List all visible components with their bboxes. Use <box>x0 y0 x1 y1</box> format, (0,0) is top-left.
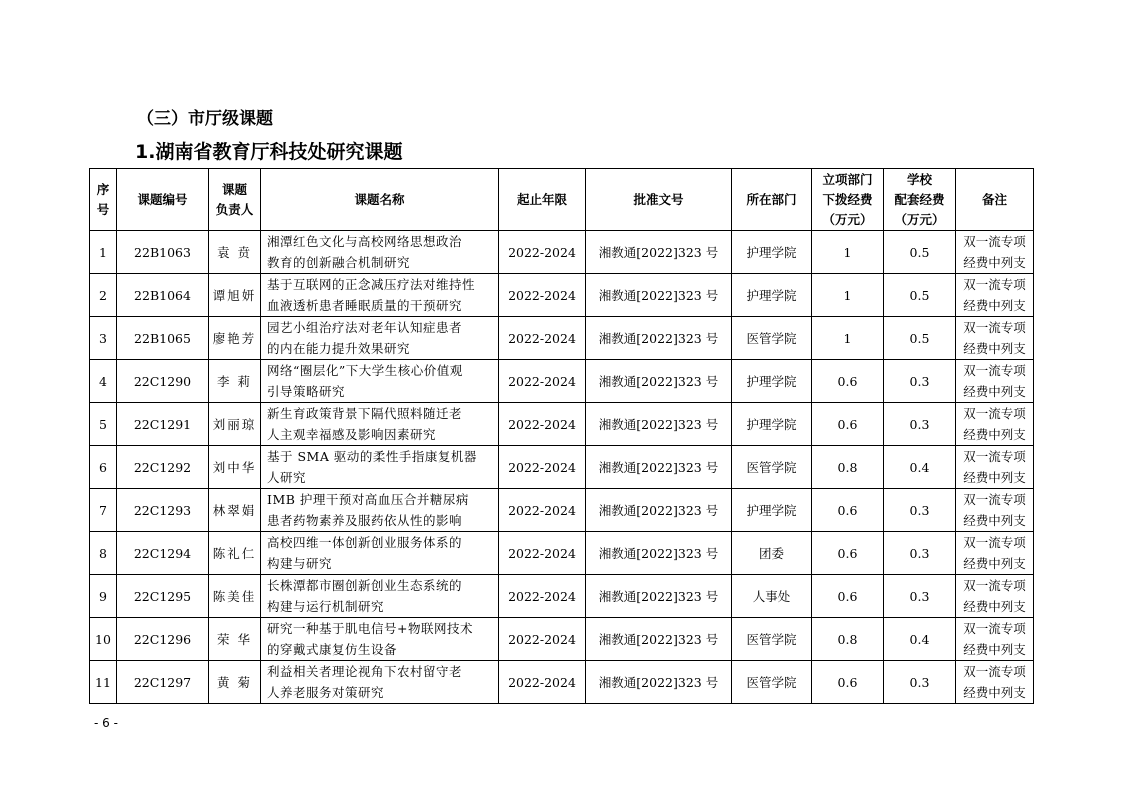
cell-code: 22C1297 <box>117 661 209 704</box>
cell-school-funding: 0.3 <box>884 575 956 618</box>
cell-no: 4 <box>90 360 117 403</box>
cell-title-line2: 构建与运行机制研究 <box>267 599 385 614</box>
cell-remark <box>956 489 1034 532</box>
table-row <box>90 661 1034 704</box>
cell-title-line2: 人研究 <box>267 470 307 485</box>
cell-remark <box>956 618 1034 661</box>
cell-school-funding: 0.3 <box>884 532 956 575</box>
cell-no: 10 <box>90 618 117 661</box>
cell-title-line1: 新生育政策背景下隔代照料随迁老 <box>267 406 463 421</box>
cell-remark-line2: 经费中列支 <box>963 341 1026 356</box>
cell-no: 2 <box>90 274 117 317</box>
cell-dept: 护理学院 <box>732 360 812 403</box>
cell-dept: 医管学院 <box>732 661 812 704</box>
header-period: 起止年限 <box>499 169 586 231</box>
cell-no: 3 <box>90 317 117 360</box>
cell-title-line2: 血液透析患者睡眠质量的干预研究 <box>267 298 463 313</box>
cell-remark-line1: 双一流专项 <box>963 535 1026 550</box>
cell-remark-line2: 经费中列支 <box>963 384 1026 399</box>
cell-school-funding: 0.5 <box>884 317 956 360</box>
cell-school-funding: 0.3 <box>884 489 956 532</box>
cell-title <box>261 575 499 618</box>
cell-remark-line2: 经费中列支 <box>963 556 1026 571</box>
header-funding <box>812 169 884 231</box>
cell-approval: 湘教通[2022]323 号 <box>586 489 732 532</box>
cell-remark-line1: 双一流专项 <box>963 621 1026 636</box>
cell-leader: 陈礼仁 <box>209 532 261 575</box>
cell-period: 2022-2024 <box>499 360 586 403</box>
cell-leader: 黄 菊 <box>209 661 261 704</box>
cell-no: 1 <box>90 231 117 274</box>
table-row <box>90 360 1034 403</box>
cell-leader: 荣 华 <box>209 618 261 661</box>
cell-period: 2022-2024 <box>499 317 586 360</box>
cell-title-line2: 教育的创新融合机制研究 <box>267 255 411 270</box>
header-funding-line1: 立项部门 <box>822 171 873 187</box>
cell-title-line1: 基于互联网的正念减压疗法对维持性 <box>267 277 476 292</box>
cell-period: 2022-2024 <box>499 403 586 446</box>
section-heading: （三）市厅级课题 <box>137 109 273 129</box>
cell-school-funding: 0.3 <box>884 360 956 403</box>
cell-code: 22C1293 <box>117 489 209 532</box>
cell-title-line2: 引导策略研究 <box>267 384 346 399</box>
cell-remark <box>956 317 1034 360</box>
cell-no: 11 <box>90 661 117 704</box>
cell-approval: 湘教通[2022]323 号 <box>586 274 732 317</box>
header-funding-line2: 下拨经费 <box>822 191 873 207</box>
cell-no: 5 <box>90 403 117 446</box>
cell-approval: 湘教通[2022]323 号 <box>586 360 732 403</box>
cell-title-line1: 湘潭红色文化与高校网络思想政治 <box>267 234 463 249</box>
table-row <box>90 403 1034 446</box>
cell-title <box>261 661 499 704</box>
cell-approval: 湘教通[2022]323 号 <box>586 618 732 661</box>
header-leader-line2: 负责人 <box>215 201 254 217</box>
cell-approval: 湘教通[2022]323 号 <box>586 532 732 575</box>
cell-period: 2022-2024 <box>499 446 586 489</box>
cell-remark <box>956 446 1034 489</box>
cell-period: 2022-2024 <box>499 532 586 575</box>
table-row <box>90 274 1034 317</box>
cell-period: 2022-2024 <box>499 489 586 532</box>
header-title: 课题名称 <box>261 169 499 231</box>
cell-remark-line1: 双一流专项 <box>963 234 1026 249</box>
cell-leader: 李 莉 <box>209 360 261 403</box>
cell-approval: 湘教通[2022]323 号 <box>586 575 732 618</box>
table-row <box>90 489 1034 532</box>
cell-school-funding: 0.5 <box>884 274 956 317</box>
cell-code: 22C1294 <box>117 532 209 575</box>
cell-leader: 陈美佳 <box>209 575 261 618</box>
cell-remark-line2: 经费中列支 <box>963 255 1026 270</box>
cell-school-funding: 0.4 <box>884 446 956 489</box>
header-seq-line2: 号 <box>96 201 110 217</box>
cell-period: 2022-2024 <box>499 274 586 317</box>
cell-dept: 护理学院 <box>732 403 812 446</box>
cell-dept: 医管学院 <box>732 317 812 360</box>
cell-title-line1: 基于 SMA 驱动的柔性手指康复机器 <box>267 449 477 464</box>
cell-remark <box>956 360 1034 403</box>
cell-remark <box>956 274 1034 317</box>
table-row <box>90 446 1034 489</box>
cell-school-funding: 0.5 <box>884 231 956 274</box>
cell-remark-line2: 经费中列支 <box>963 642 1026 657</box>
cell-remark-line2: 经费中列支 <box>963 513 1026 528</box>
cell-period: 2022-2024 <box>499 231 586 274</box>
cell-title-line2: 的穿戴式康复仿生设备 <box>267 642 398 657</box>
cell-remark <box>956 403 1034 446</box>
cell-title <box>261 403 499 446</box>
cell-remark <box>956 532 1034 575</box>
table-header-row <box>90 169 1034 231</box>
cell-remark-line1: 双一流专项 <box>963 320 1026 335</box>
cell-title-line1: 研究一种基于肌电信号+物联网技术 <box>267 621 473 636</box>
cell-funding: 0.6 <box>812 489 884 532</box>
cell-funding: 1 <box>812 231 884 274</box>
cell-title-line1: 利益相关者理论视角下农村留守老 <box>267 664 463 679</box>
cell-title <box>261 274 499 317</box>
cell-remark-line2: 经费中列支 <box>963 427 1026 442</box>
cell-remark-line1: 双一流专项 <box>963 363 1026 378</box>
cell-no: 8 <box>90 532 117 575</box>
header-seq <box>90 169 117 231</box>
cell-code: 22B1063 <box>117 231 209 274</box>
cell-code: 22C1291 <box>117 403 209 446</box>
cell-period: 2022-2024 <box>499 618 586 661</box>
cell-funding: 1 <box>812 317 884 360</box>
cell-code: 22C1292 <box>117 446 209 489</box>
header-school-line2: 配套经费 <box>894 191 945 207</box>
cell-funding: 0.6 <box>812 360 884 403</box>
cell-remark-line1: 双一流专项 <box>963 277 1026 292</box>
cell-title <box>261 532 499 575</box>
cell-funding: 0.6 <box>812 403 884 446</box>
cell-leader: 谭旭妍 <box>209 274 261 317</box>
header-school-funding <box>884 169 956 231</box>
cell-code: 22B1064 <box>117 274 209 317</box>
header-code: 课题编号 <box>117 169 209 231</box>
cell-remark-line2: 经费中列支 <box>963 685 1026 700</box>
cell-dept: 医管学院 <box>732 446 812 489</box>
subsection-heading: 1.湖南省教育厅科技处研究课题 <box>135 141 403 163</box>
cell-remark-line1: 双一流专项 <box>963 492 1026 507</box>
header-remark: 备注 <box>956 169 1034 231</box>
cell-dept: 医管学院 <box>732 618 812 661</box>
cell-funding: 0.6 <box>812 532 884 575</box>
cell-remark-line2: 经费中列支 <box>963 599 1026 614</box>
table-row <box>90 532 1034 575</box>
cell-title-line1: 长株潭都市圈创新创业生态系统的 <box>267 578 463 593</box>
cell-funding: 1 <box>812 274 884 317</box>
table-row <box>90 618 1034 661</box>
projects-table <box>89 168 1034 704</box>
cell-remark-line1: 双一流专项 <box>963 664 1026 679</box>
cell-title-line2: 人主观幸福感及影响因素研究 <box>267 427 437 442</box>
cell-remark-line1: 双一流专项 <box>963 406 1026 421</box>
cell-approval: 湘教通[2022]323 号 <box>586 403 732 446</box>
cell-remark <box>956 575 1034 618</box>
cell-code: 22C1290 <box>117 360 209 403</box>
cell-code: 22C1295 <box>117 575 209 618</box>
cell-remark-line2: 经费中列支 <box>963 298 1026 313</box>
cell-leader: 袁 贲 <box>209 231 261 274</box>
cell-school-funding: 0.3 <box>884 661 956 704</box>
table-row <box>90 317 1034 360</box>
cell-funding: 0.6 <box>812 661 884 704</box>
cell-leader: 林翠娟 <box>209 489 261 532</box>
cell-no: 7 <box>90 489 117 532</box>
cell-approval: 湘教通[2022]323 号 <box>586 661 732 704</box>
cell-dept: 护理学院 <box>732 231 812 274</box>
cell-approval: 湘教通[2022]323 号 <box>586 446 732 489</box>
cell-title-line1: IMB 护理干预对高血压合并糖尿病 <box>267 492 469 507</box>
cell-leader: 廖艳芳 <box>209 317 261 360</box>
cell-dept: 护理学院 <box>732 274 812 317</box>
cell-dept: 团委 <box>732 532 812 575</box>
page-number: - 6 - <box>94 716 118 730</box>
cell-no: 9 <box>90 575 117 618</box>
header-dept: 所在部门 <box>732 169 812 231</box>
cell-funding: 0.8 <box>812 618 884 661</box>
cell-funding: 0.6 <box>812 575 884 618</box>
cell-title-line2: 构建与研究 <box>267 556 333 571</box>
cell-title <box>261 489 499 532</box>
cell-leader: 刘丽琼 <box>209 403 261 446</box>
header-school-line1: 学校 <box>906 171 932 187</box>
cell-title <box>261 618 499 661</box>
cell-title <box>261 360 499 403</box>
cell-period: 2022-2024 <box>499 575 586 618</box>
cell-approval: 湘教通[2022]323 号 <box>586 317 732 360</box>
cell-leader: 刘中华 <box>209 446 261 489</box>
table-row <box>90 231 1034 274</box>
cell-period: 2022-2024 <box>499 661 586 704</box>
cell-title-line1: 高校四维一体创新创业服务体系的 <box>267 535 463 550</box>
header-leader-line1: 课题 <box>221 181 247 197</box>
cell-code: 22C1296 <box>117 618 209 661</box>
header-leader <box>209 169 261 231</box>
cell-school-funding: 0.4 <box>884 618 956 661</box>
cell-remark <box>956 231 1034 274</box>
cell-title <box>261 231 499 274</box>
cell-remark-line1: 双一流专项 <box>963 449 1026 464</box>
cell-title-line2: 的内在能力提升效果研究 <box>267 341 411 356</box>
cell-dept: 护理学院 <box>732 489 812 532</box>
cell-approval: 湘教通[2022]323 号 <box>586 231 732 274</box>
cell-title-line1: 网络“圈层化”下大学生核心价值观 <box>267 363 463 378</box>
table-body <box>90 231 1034 704</box>
cell-dept: 人事处 <box>732 575 812 618</box>
cell-title <box>261 317 499 360</box>
cell-remark-line2: 经费中列支 <box>963 470 1026 485</box>
table-row <box>90 575 1034 618</box>
cell-title-line2: 人养老服务对策研究 <box>267 685 385 700</box>
cell-title-line2: 患者药物素养及服药依从性的影响 <box>267 513 463 528</box>
header-approval: 批准文号 <box>586 169 732 231</box>
cell-no: 6 <box>90 446 117 489</box>
cell-school-funding: 0.3 <box>884 403 956 446</box>
header-seq-line1: 序 <box>96 181 110 197</box>
cell-remark <box>956 661 1034 704</box>
header-funding-line3: （万元） <box>822 211 873 227</box>
cell-remark-line1: 双一流专项 <box>963 578 1026 593</box>
cell-title <box>261 446 499 489</box>
cell-code: 22B1065 <box>117 317 209 360</box>
header-school-line3: （万元） <box>894 211 945 227</box>
cell-funding: 0.8 <box>812 446 884 489</box>
cell-title-line1: 园艺小组治疗法对老年认知症患者 <box>267 320 463 335</box>
